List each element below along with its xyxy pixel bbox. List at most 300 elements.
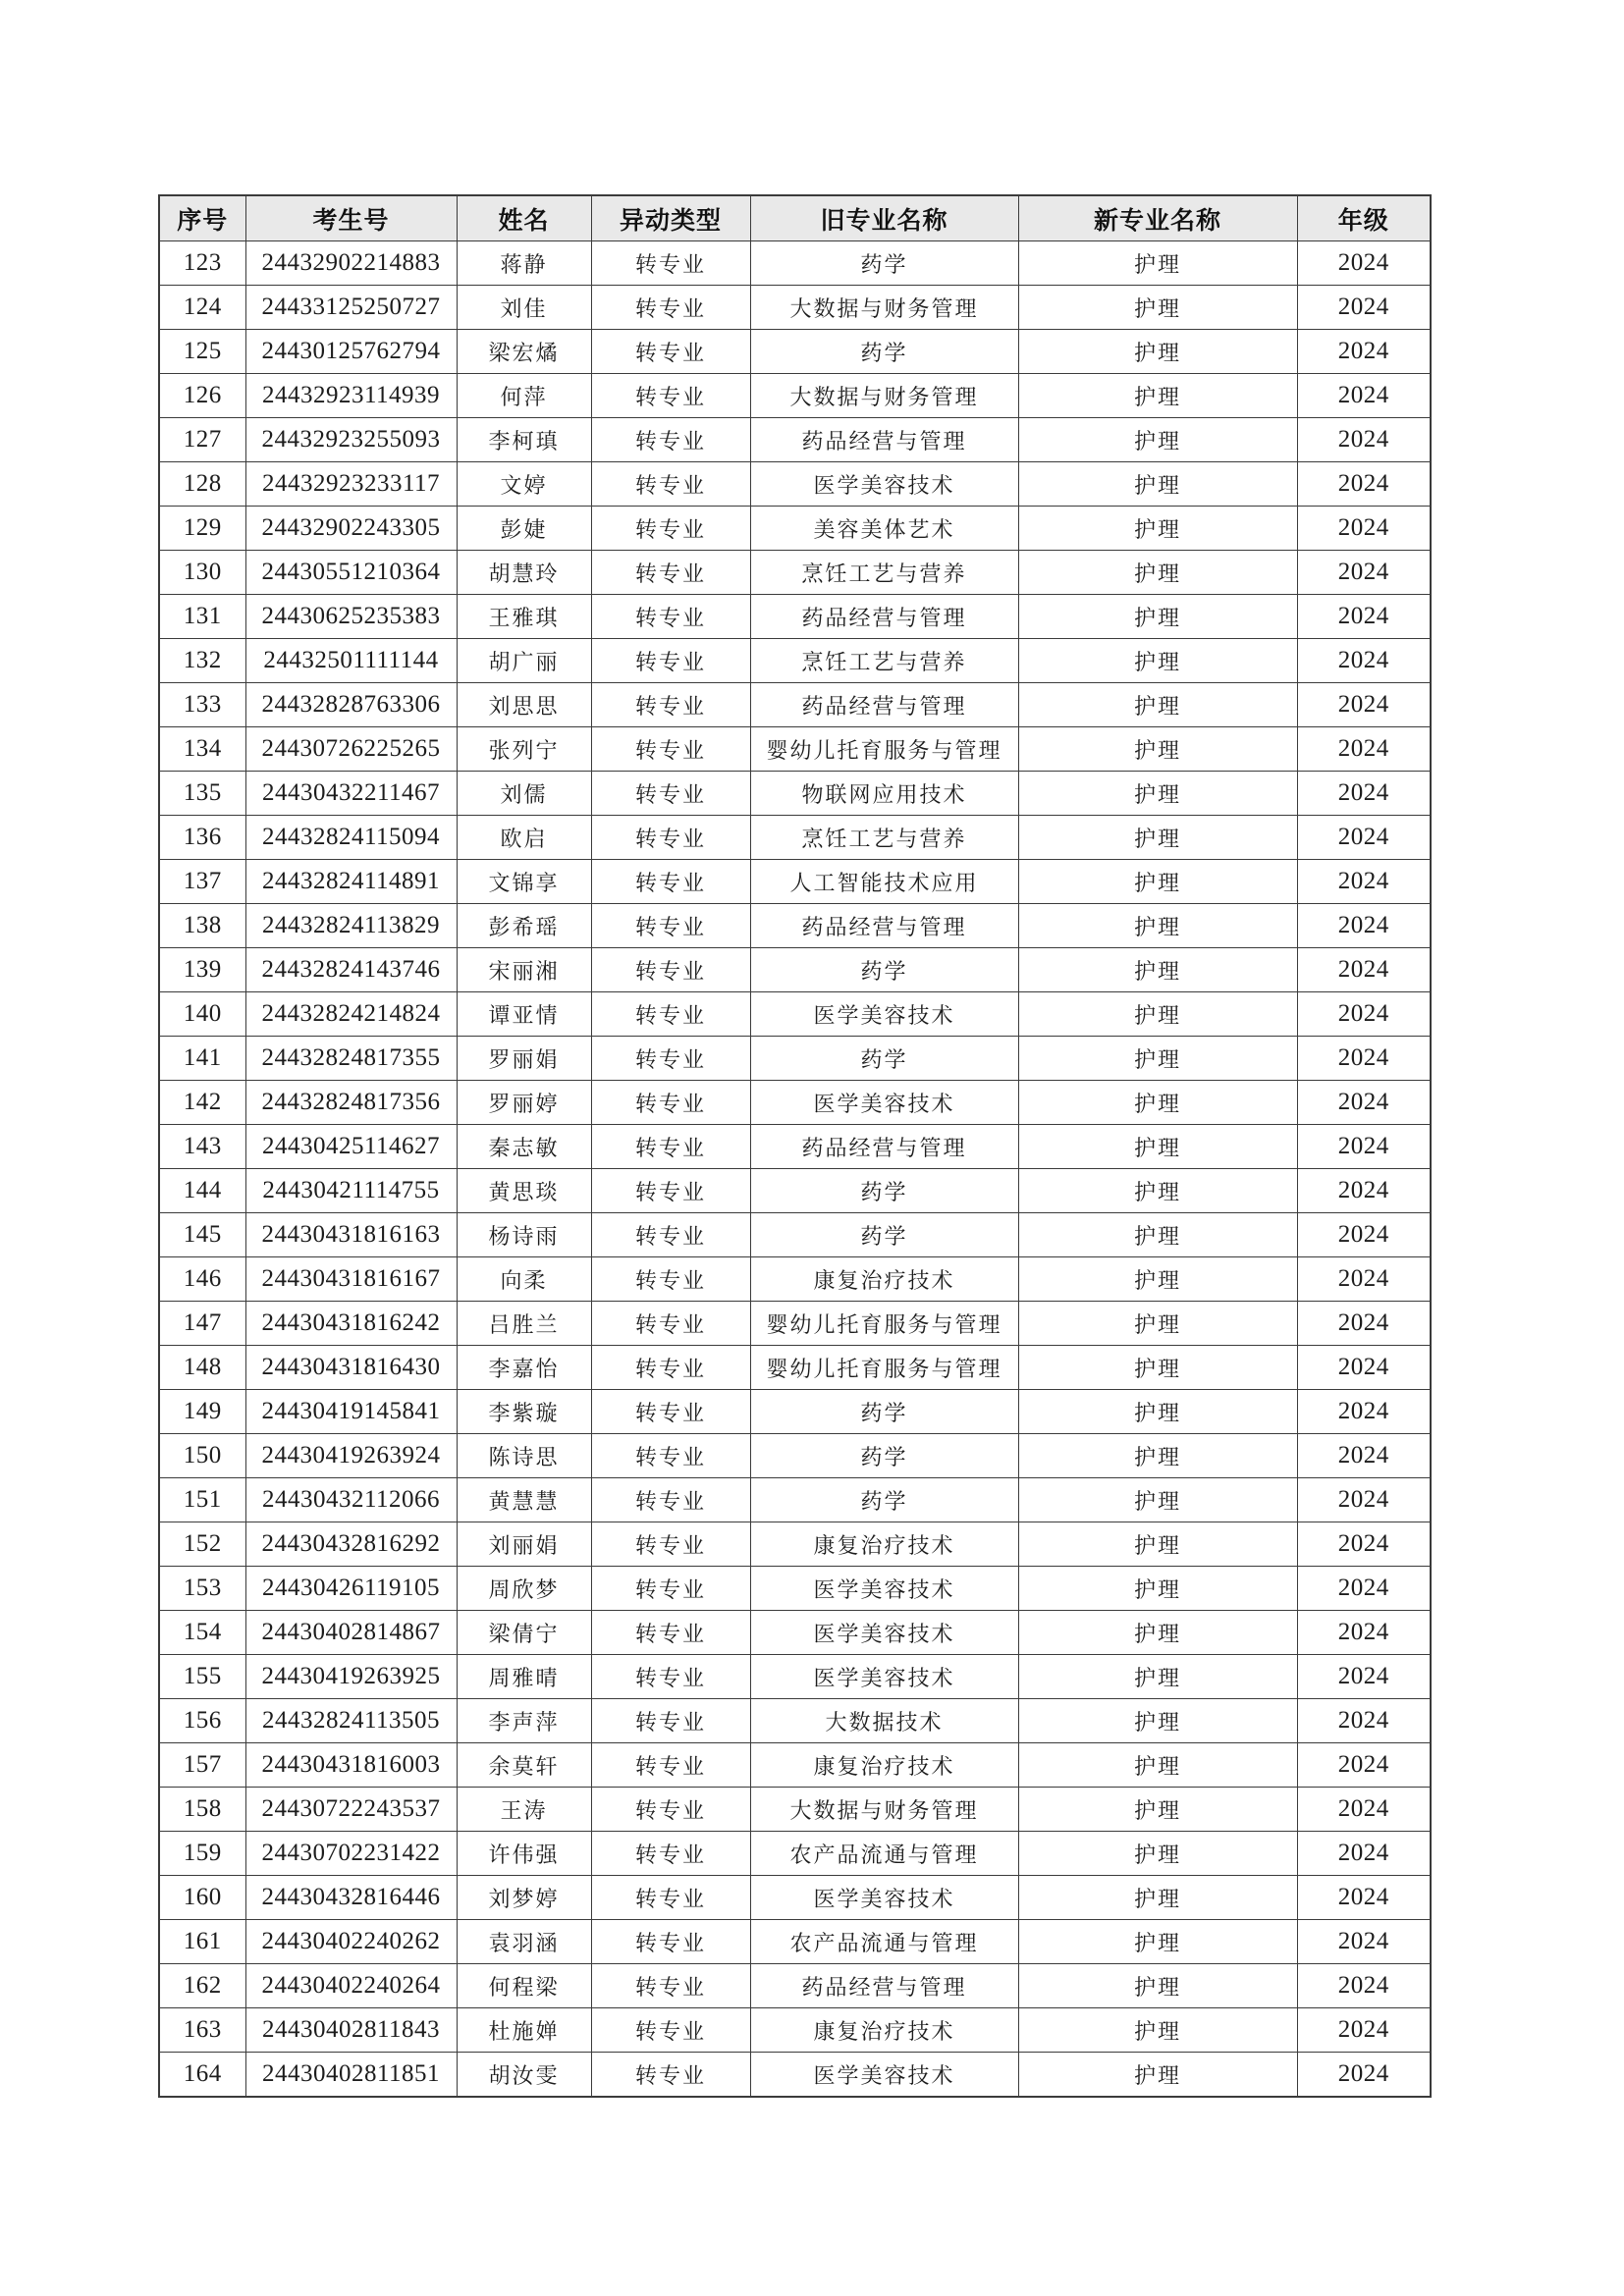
cell-old-major: 农产品流通与管理 <box>750 1832 1018 1876</box>
cell-change-type: 转专业 <box>591 462 750 507</box>
cell-old-major: 康复治疗技术 <box>750 1522 1018 1567</box>
cell-grade: 2024 <box>1297 1302 1431 1346</box>
cell-old-major: 药学 <box>750 241 1018 286</box>
cell-change-type: 转专业 <box>591 507 750 551</box>
cell-index: 147 <box>159 1302 245 1346</box>
cell-grade: 2024 <box>1297 1920 1431 1964</box>
cell-index: 152 <box>159 1522 245 1567</box>
table-row <box>159 418 1431 462</box>
cell-grade: 2024 <box>1297 639 1431 683</box>
cell-change-type: 转专业 <box>591 330 750 374</box>
cell-old-major: 药品经营与管理 <box>750 683 1018 727</box>
cell-new-major: 护理 <box>1018 462 1297 507</box>
cell-change-type: 转专业 <box>591 948 750 992</box>
cell-grade: 2024 <box>1297 1346 1431 1390</box>
table-row <box>159 286 1431 330</box>
cell-new-major: 护理 <box>1018 1522 1297 1567</box>
cell-index: 146 <box>159 1257 245 1302</box>
cell-grade: 2024 <box>1297 860 1431 904</box>
cell-candidate-id: 24430402240264 <box>245 1964 457 2008</box>
cell-old-major: 药品经营与管理 <box>750 1964 1018 2008</box>
cell-candidate-id: 24433125250727 <box>245 286 457 330</box>
table-row <box>159 551 1431 595</box>
cell-index: 131 <box>159 595 245 639</box>
cell-old-major: 美容美体艺术 <box>750 507 1018 551</box>
cell-new-major: 护理 <box>1018 2053 1297 2098</box>
cell-name: 文锦享 <box>457 860 591 904</box>
header-row <box>159 195 1431 241</box>
cell-new-major: 护理 <box>1018 1478 1297 1522</box>
cell-old-major: 康复治疗技术 <box>750 2008 1018 2053</box>
cell-name: 梁宏燏 <box>457 330 591 374</box>
cell-new-major: 护理 <box>1018 1655 1297 1699</box>
cell-new-major: 护理 <box>1018 551 1297 595</box>
cell-candidate-id: 24430419263924 <box>245 1434 457 1478</box>
cell-change-type: 转专业 <box>591 2053 750 2098</box>
cell-candidate-id: 24430722243537 <box>245 1788 457 1832</box>
table-row <box>159 1478 1431 1522</box>
cell-old-major: 大数据与财务管理 <box>750 286 1018 330</box>
cell-name: 吕胜兰 <box>457 1302 591 1346</box>
cell-name: 彭婕 <box>457 507 591 551</box>
cell-grade: 2024 <box>1297 241 1431 286</box>
cell-old-major: 药学 <box>750 1434 1018 1478</box>
cell-new-major: 护理 <box>1018 1257 1297 1302</box>
cell-old-major: 大数据与财务管理 <box>750 374 1018 418</box>
table-row <box>159 1567 1431 1611</box>
cell-index: 145 <box>159 1213 245 1257</box>
cell-change-type: 转专业 <box>591 1169 750 1213</box>
cell-new-major: 护理 <box>1018 1567 1297 1611</box>
cell-index: 154 <box>159 1611 245 1655</box>
cell-index: 134 <box>159 727 245 772</box>
cell-change-type: 转专业 <box>591 241 750 286</box>
cell-grade: 2024 <box>1297 1434 1431 1478</box>
cell-index: 163 <box>159 2008 245 2053</box>
cell-index: 135 <box>159 772 245 816</box>
table-row <box>159 1346 1431 1390</box>
cell-name: 王雅琪 <box>457 595 591 639</box>
table-row <box>159 772 1431 816</box>
cell-change-type: 转专业 <box>591 1522 750 1567</box>
table-row <box>159 241 1431 286</box>
cell-index: 124 <box>159 286 245 330</box>
table-header <box>159 195 1431 241</box>
cell-old-major: 大数据技术 <box>750 1699 1018 1743</box>
cell-change-type: 转专业 <box>591 595 750 639</box>
cell-new-major: 护理 <box>1018 1390 1297 1434</box>
cell-candidate-id: 24432828763306 <box>245 683 457 727</box>
cell-change-type: 转专业 <box>591 1567 750 1611</box>
cell-new-major: 护理 <box>1018 727 1297 772</box>
cell-candidate-id: 24430419145841 <box>245 1390 457 1434</box>
cell-old-major: 医学美容技术 <box>750 1655 1018 1699</box>
cell-index: 144 <box>159 1169 245 1213</box>
cell-new-major: 护理 <box>1018 948 1297 992</box>
cell-candidate-id: 24430402811851 <box>245 2053 457 2098</box>
column-header-index: 序号 <box>159 195 245 241</box>
cell-change-type: 转专业 <box>591 418 750 462</box>
cell-name: 宋丽湘 <box>457 948 591 992</box>
cell-index: 157 <box>159 1743 245 1788</box>
cell-index: 141 <box>159 1037 245 1081</box>
table-row <box>159 2053 1431 2098</box>
cell-old-major: 医学美容技术 <box>750 1876 1018 1920</box>
cell-candidate-id: 24430431816163 <box>245 1213 457 1257</box>
cell-new-major: 护理 <box>1018 1920 1297 1964</box>
cell-new-major: 护理 <box>1018 1302 1297 1346</box>
cell-grade: 2024 <box>1297 772 1431 816</box>
cell-name: 何萍 <box>457 374 591 418</box>
cell-index: 160 <box>159 1876 245 1920</box>
table-row <box>159 1920 1431 1964</box>
table-row <box>159 1611 1431 1655</box>
cell-old-major: 药品经营与管理 <box>750 418 1018 462</box>
cell-grade: 2024 <box>1297 1788 1431 1832</box>
cell-grade: 2024 <box>1297 1567 1431 1611</box>
cell-change-type: 转专业 <box>591 860 750 904</box>
cell-old-major: 药学 <box>750 1037 1018 1081</box>
cell-old-major: 药学 <box>750 330 1018 374</box>
table-row <box>159 1302 1431 1346</box>
table-row <box>159 507 1431 551</box>
cell-change-type: 转专业 <box>591 286 750 330</box>
cell-name: 刘儒 <box>457 772 591 816</box>
table-row <box>159 2008 1431 2053</box>
cell-index: 156 <box>159 1699 245 1743</box>
table-row <box>159 992 1431 1037</box>
table-row <box>159 1655 1431 1699</box>
cell-candidate-id: 24432824113829 <box>245 904 457 948</box>
cell-old-major: 药学 <box>750 1169 1018 1213</box>
cell-new-major: 护理 <box>1018 639 1297 683</box>
cell-candidate-id: 24432923233117 <box>245 462 457 507</box>
cell-name: 梁倩宁 <box>457 1611 591 1655</box>
cell-change-type: 转专业 <box>591 2008 750 2053</box>
cell-new-major: 护理 <box>1018 992 1297 1037</box>
table-row <box>159 1390 1431 1434</box>
cell-name: 杜施婵 <box>457 2008 591 2053</box>
cell-grade: 2024 <box>1297 1213 1431 1257</box>
cell-index: 123 <box>159 241 245 286</box>
cell-change-type: 转专业 <box>591 683 750 727</box>
cell-name: 余莫轩 <box>457 1743 591 1788</box>
cell-grade: 2024 <box>1297 330 1431 374</box>
major-transfer-table <box>158 194 1432 2098</box>
cell-candidate-id: 24432824817356 <box>245 1081 457 1125</box>
cell-change-type: 转专业 <box>591 1920 750 1964</box>
cell-grade: 2024 <box>1297 727 1431 772</box>
cell-change-type: 转专业 <box>591 1655 750 1699</box>
cell-old-major: 药学 <box>750 1213 1018 1257</box>
cell-grade: 2024 <box>1297 286 1431 330</box>
cell-grade: 2024 <box>1297 992 1431 1037</box>
cell-candidate-id: 24432923114939 <box>245 374 457 418</box>
cell-new-major: 护理 <box>1018 1964 1297 2008</box>
cell-old-major: 烹饪工艺与营养 <box>750 551 1018 595</box>
cell-grade: 2024 <box>1297 1257 1431 1302</box>
cell-change-type: 转专业 <box>591 551 750 595</box>
cell-index: 130 <box>159 551 245 595</box>
cell-candidate-id: 24432923255093 <box>245 418 457 462</box>
cell-name: 胡广丽 <box>457 639 591 683</box>
cell-name: 李嘉怡 <box>457 1346 591 1390</box>
cell-new-major: 护理 <box>1018 1743 1297 1788</box>
cell-grade: 2024 <box>1297 595 1431 639</box>
cell-old-major: 医学美容技术 <box>750 1611 1018 1655</box>
cell-change-type: 转专业 <box>591 1876 750 1920</box>
cell-candidate-id: 24432824113505 <box>245 1699 457 1743</box>
cell-new-major: 护理 <box>1018 1081 1297 1125</box>
cell-index: 150 <box>159 1434 245 1478</box>
cell-candidate-id: 24432824114891 <box>245 860 457 904</box>
cell-name: 彭希瑶 <box>457 904 591 948</box>
cell-old-major: 康复治疗技术 <box>750 1743 1018 1788</box>
cell-new-major: 护理 <box>1018 241 1297 286</box>
table-row <box>159 1037 1431 1081</box>
column-header-name: 姓名 <box>457 195 591 241</box>
cell-new-major: 护理 <box>1018 683 1297 727</box>
cell-index: 143 <box>159 1125 245 1169</box>
cell-grade: 2024 <box>1297 683 1431 727</box>
cell-index: 142 <box>159 1081 245 1125</box>
cell-change-type: 转专业 <box>591 1832 750 1876</box>
cell-grade: 2024 <box>1297 418 1431 462</box>
cell-candidate-id: 24432902243305 <box>245 507 457 551</box>
cell-new-major: 护理 <box>1018 1037 1297 1081</box>
cell-change-type: 转专业 <box>591 374 750 418</box>
table-row <box>159 374 1431 418</box>
cell-new-major: 护理 <box>1018 1788 1297 1832</box>
cell-old-major: 物联网应用技术 <box>750 772 1018 816</box>
cell-change-type: 转专业 <box>591 1037 750 1081</box>
cell-index: 136 <box>159 816 245 860</box>
cell-old-major: 婴幼儿托育服务与管理 <box>750 727 1018 772</box>
cell-candidate-id: 24430432112066 <box>245 1478 457 1522</box>
cell-name: 罗丽婷 <box>457 1081 591 1125</box>
cell-index: 153 <box>159 1567 245 1611</box>
cell-name: 胡汝雯 <box>457 2053 591 2098</box>
cell-grade: 2024 <box>1297 551 1431 595</box>
cell-name: 陈诗思 <box>457 1434 591 1478</box>
table-row <box>159 639 1431 683</box>
cell-new-major: 护理 <box>1018 1346 1297 1390</box>
cell-change-type: 转专业 <box>591 772 750 816</box>
cell-index: 151 <box>159 1478 245 1522</box>
cell-index: 126 <box>159 374 245 418</box>
cell-old-major: 婴幼儿托育服务与管理 <box>750 1346 1018 1390</box>
cell-new-major: 护理 <box>1018 1169 1297 1213</box>
column-header-new-major: 新专业名称 <box>1018 195 1297 241</box>
cell-name: 文婷 <box>457 462 591 507</box>
cell-grade: 2024 <box>1297 1743 1431 1788</box>
table-row <box>159 948 1431 992</box>
cell-index: 159 <box>159 1832 245 1876</box>
table-row <box>159 904 1431 948</box>
cell-change-type: 转专业 <box>591 1213 750 1257</box>
cell-name: 欧启 <box>457 816 591 860</box>
table-row <box>159 727 1431 772</box>
cell-old-major: 大数据与财务管理 <box>750 1788 1018 1832</box>
cell-grade: 2024 <box>1297 1611 1431 1655</box>
cell-change-type: 转专业 <box>591 1302 750 1346</box>
cell-grade: 2024 <box>1297 1699 1431 1743</box>
cell-name: 何程梁 <box>457 1964 591 2008</box>
cell-candidate-id: 24430426119105 <box>245 1567 457 1611</box>
cell-grade: 2024 <box>1297 1169 1431 1213</box>
cell-new-major: 护理 <box>1018 772 1297 816</box>
cell-change-type: 转专业 <box>591 1081 750 1125</box>
cell-new-major: 护理 <box>1018 1434 1297 1478</box>
cell-name: 周欣梦 <box>457 1567 591 1611</box>
cell-grade: 2024 <box>1297 462 1431 507</box>
cell-name: 刘丽娟 <box>457 1522 591 1567</box>
cell-candidate-id: 24430425114627 <box>245 1125 457 1169</box>
cell-name: 许伟强 <box>457 1832 591 1876</box>
cell-candidate-id: 24432824817355 <box>245 1037 457 1081</box>
column-header-grade: 年级 <box>1297 195 1431 241</box>
cell-index: 132 <box>159 639 245 683</box>
cell-index: 127 <box>159 418 245 462</box>
table-row <box>159 860 1431 904</box>
cell-candidate-id: 24430421114755 <box>245 1169 457 1213</box>
cell-change-type: 转专业 <box>591 639 750 683</box>
cell-candidate-id: 24430431816430 <box>245 1346 457 1390</box>
table-row <box>159 1169 1431 1213</box>
cell-old-major: 康复治疗技术 <box>750 1257 1018 1302</box>
cell-name: 蒋静 <box>457 241 591 286</box>
cell-candidate-id: 24430431816167 <box>245 1257 457 1302</box>
cell-name: 袁羽涵 <box>457 1920 591 1964</box>
cell-change-type: 转专业 <box>591 1964 750 2008</box>
cell-name: 王涛 <box>457 1788 591 1832</box>
cell-grade: 2024 <box>1297 1125 1431 1169</box>
cell-candidate-id: 24432824115094 <box>245 816 457 860</box>
cell-new-major: 护理 <box>1018 330 1297 374</box>
cell-candidate-id: 24430432816292 <box>245 1522 457 1567</box>
cell-change-type: 转专业 <box>591 992 750 1037</box>
cell-name: 黄慧慧 <box>457 1478 591 1522</box>
cell-change-type: 转专业 <box>591 816 750 860</box>
cell-index: 148 <box>159 1346 245 1390</box>
cell-grade: 2024 <box>1297 1478 1431 1522</box>
cell-new-major: 护理 <box>1018 286 1297 330</box>
cell-old-major: 药学 <box>750 948 1018 992</box>
cell-candidate-id: 24430125762794 <box>245 330 457 374</box>
table-row <box>159 1522 1431 1567</box>
cell-index: 125 <box>159 330 245 374</box>
table-row <box>159 1434 1431 1478</box>
cell-index: 158 <box>159 1788 245 1832</box>
cell-name: 李声萍 <box>457 1699 591 1743</box>
cell-change-type: 转专业 <box>591 1390 750 1434</box>
cell-candidate-id: 24432501111144 <box>245 639 457 683</box>
cell-change-type: 转专业 <box>591 1699 750 1743</box>
cell-name: 杨诗雨 <box>457 1213 591 1257</box>
cell-new-major: 护理 <box>1018 1213 1297 1257</box>
cell-grade: 2024 <box>1297 2008 1431 2053</box>
cell-index: 128 <box>159 462 245 507</box>
table-row <box>159 1213 1431 1257</box>
cell-index: 149 <box>159 1390 245 1434</box>
cell-new-major: 护理 <box>1018 1876 1297 1920</box>
table-row <box>159 1788 1431 1832</box>
cell-grade: 2024 <box>1297 1390 1431 1434</box>
table-row <box>159 1081 1431 1125</box>
cell-name: 张列宁 <box>457 727 591 772</box>
cell-change-type: 转专业 <box>591 1788 750 1832</box>
cell-new-major: 护理 <box>1018 595 1297 639</box>
cell-grade: 2024 <box>1297 1037 1431 1081</box>
cell-change-type: 转专业 <box>591 1478 750 1522</box>
cell-new-major: 护理 <box>1018 1125 1297 1169</box>
cell-name: 周雅晴 <box>457 1655 591 1699</box>
column-header-old-major: 旧专业名称 <box>750 195 1018 241</box>
cell-change-type: 转专业 <box>591 904 750 948</box>
cell-change-type: 转专业 <box>591 1346 750 1390</box>
table-row <box>159 1964 1431 2008</box>
cell-candidate-id: 24430402811843 <box>245 2008 457 2053</box>
cell-old-major: 医学美容技术 <box>750 1081 1018 1125</box>
cell-name: 向柔 <box>457 1257 591 1302</box>
cell-grade: 2024 <box>1297 948 1431 992</box>
cell-old-major: 药品经营与管理 <box>750 1125 1018 1169</box>
cell-change-type: 转专业 <box>591 1125 750 1169</box>
cell-name: 刘思思 <box>457 683 591 727</box>
cell-candidate-id: 24430432211467 <box>245 772 457 816</box>
table-row <box>159 462 1431 507</box>
cell-new-major: 护理 <box>1018 418 1297 462</box>
table-body <box>159 241 1431 2098</box>
cell-new-major: 护理 <box>1018 507 1297 551</box>
table-row <box>159 683 1431 727</box>
cell-old-major: 药学 <box>750 1478 1018 1522</box>
table-row <box>159 1743 1431 1788</box>
cell-new-major: 护理 <box>1018 860 1297 904</box>
cell-candidate-id: 24430726225265 <box>245 727 457 772</box>
cell-name: 谭亚情 <box>457 992 591 1037</box>
cell-name: 秦志敏 <box>457 1125 591 1169</box>
cell-old-major: 医学美容技术 <box>750 1567 1018 1611</box>
cell-candidate-id: 24430551210364 <box>245 551 457 595</box>
cell-new-major: 护理 <box>1018 2008 1297 2053</box>
cell-name: 刘佳 <box>457 286 591 330</box>
cell-name: 李紫璇 <box>457 1390 591 1434</box>
cell-grade: 2024 <box>1297 1964 1431 2008</box>
cell-grade: 2024 <box>1297 374 1431 418</box>
cell-index: 137 <box>159 860 245 904</box>
cell-old-major: 人工智能技术应用 <box>750 860 1018 904</box>
cell-new-major: 护理 <box>1018 1699 1297 1743</box>
cell-old-major: 药品经营与管理 <box>750 904 1018 948</box>
cell-grade: 2024 <box>1297 904 1431 948</box>
cell-new-major: 护理 <box>1018 816 1297 860</box>
cell-new-major: 护理 <box>1018 1611 1297 1655</box>
cell-grade: 2024 <box>1297 1876 1431 1920</box>
cell-candidate-id: 24432902214883 <box>245 241 457 286</box>
cell-old-major: 烹饪工艺与营养 <box>750 639 1018 683</box>
table-row <box>159 330 1431 374</box>
cell-index: 162 <box>159 1964 245 2008</box>
table-row <box>159 1699 1431 1743</box>
cell-name: 黄思琰 <box>457 1169 591 1213</box>
cell-candidate-id: 24432824143746 <box>245 948 457 992</box>
cell-grade: 2024 <box>1297 816 1431 860</box>
cell-index: 129 <box>159 507 245 551</box>
cell-candidate-id: 24430432816446 <box>245 1876 457 1920</box>
cell-old-major: 药品经营与管理 <box>750 595 1018 639</box>
cell-old-major: 烹饪工艺与营养 <box>750 816 1018 860</box>
